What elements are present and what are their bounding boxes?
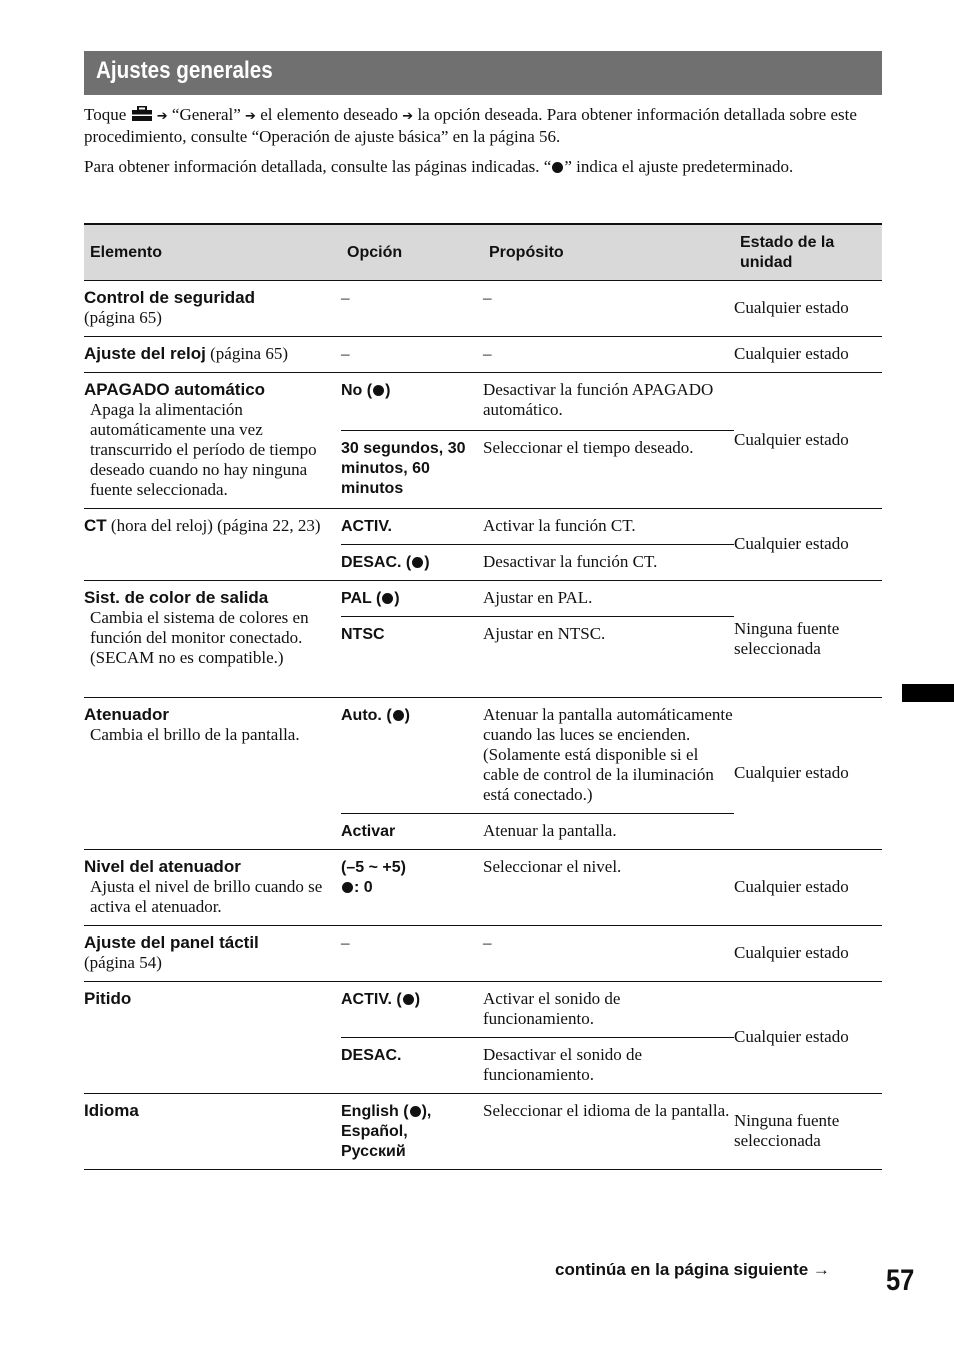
- toolbox-icon: [131, 106, 153, 122]
- option-label: ): [414, 991, 421, 1008]
- intro-text: “General”: [171, 105, 241, 124]
- element-cell: [84, 581, 341, 698]
- purpose-cell: Ajustar en PAL.: [483, 581, 734, 617]
- purpose-cell: Seleccionar el nivel.: [483, 850, 734, 926]
- section-edge-tab: [902, 684, 954, 702]
- element-description: Cambia el brillo de la pantalla.: [90, 725, 300, 744]
- option-cell: [341, 617, 483, 698]
- table-row: [84, 581, 882, 617]
- state-cell: Cualquier estado: [734, 698, 882, 850]
- element-cell: [84, 850, 341, 926]
- header-state: Estado de la unidad: [734, 224, 882, 281]
- option-cell: –: [341, 926, 483, 982]
- element-description: Cambia el sistema de colores en función del monitor conectado.: [90, 608, 309, 647]
- section-title: Ajustes generales: [96, 57, 273, 84]
- option-cell: [341, 698, 483, 814]
- arrow-right-icon: ➔: [245, 109, 256, 124]
- option-label: Русский: [341, 1143, 406, 1160]
- table-row: [84, 373, 882, 431]
- intro-text: ” indica el ajuste predeterminado.: [564, 157, 794, 176]
- option-cell: [341, 430, 483, 508]
- option-label: ): [424, 554, 430, 571]
- state-cell: Cualquier estado: [734, 373, 882, 509]
- purpose-cell: Ajustar en NTSC.: [483, 617, 734, 698]
- page-number: 57: [886, 1264, 915, 1297]
- element-cell: [84, 281, 341, 337]
- default-dot-icon: [410, 1106, 421, 1117]
- intro-text: Toque: [84, 105, 127, 124]
- option-label: PAL (: [341, 590, 382, 607]
- element-name: Control de seguridad: [84, 288, 255, 307]
- intro-paragraph-2: [84, 157, 884, 177]
- element-page-ref: (página 54): [84, 953, 162, 972]
- element-name: CT: [84, 516, 107, 535]
- header-option: Opción: [341, 224, 483, 281]
- element-name: Idioma: [84, 1101, 139, 1120]
- option-label: ACTIV.: [341, 518, 392, 535]
- header-element: Elemento: [84, 224, 341, 281]
- element-name: Ajuste del panel táctil: [84, 933, 259, 952]
- table-row: [84, 982, 882, 1038]
- purpose-cell: Seleccionar el idioma de la pantalla.: [483, 1094, 734, 1170]
- element-cell: [84, 926, 341, 982]
- element-page-ref: (hora del reloj) (página 22, 23): [110, 516, 321, 535]
- element-cell: [84, 698, 341, 850]
- state-cell: Ninguna fuente seleccionada: [734, 1094, 882, 1170]
- settings-table: [84, 223, 882, 1170]
- option-cell: [341, 545, 483, 581]
- option-cell: [341, 509, 483, 545]
- element-page-ref: (página 65): [210, 344, 289, 363]
- state-cell: Ninguna fuente seleccionada: [734, 581, 882, 698]
- option-label: NTSC: [341, 626, 385, 643]
- option-label: 30 segundos, 30 minutos, 60 minutos: [341, 439, 466, 497]
- option-label: English (: [341, 1103, 409, 1120]
- element-name: Nivel del atenuador: [84, 857, 241, 876]
- arrow-right-icon: ➔: [156, 109, 168, 124]
- purpose-cell: –: [483, 337, 734, 373]
- element-page-ref: (página 65): [84, 308, 162, 327]
- element-name: Ajuste del reloj: [84, 344, 206, 363]
- option-label: DESAC.: [341, 1047, 402, 1064]
- intro-text: la opción deseada. Para obtener información detallada sobre este procedimiento, consulte “Operación de ajuste básica” en la página 56.: [84, 105, 857, 146]
- element-description: Apaga la alimentación automáticamente una vez transcurrido el período de tiempo deseado cuando no hay ninguna fuente seleccionada.: [90, 400, 317, 499]
- element-name: Sist. de color de salida: [84, 588, 269, 607]
- state-cell: Cualquier estado: [734, 982, 882, 1094]
- option-cell: [341, 373, 483, 431]
- element-name: Pitido: [84, 989, 132, 1008]
- element-cell: [84, 373, 341, 509]
- purpose-cell: Seleccionar el tiempo deseado.: [483, 430, 734, 508]
- option-label: : 0: [354, 879, 373, 896]
- purpose-cell: –: [483, 281, 734, 337]
- element-description: Ajusta el nivel de brillo cuando se activa el atenuador.: [90, 877, 323, 916]
- option-label: No (: [341, 382, 373, 399]
- element-cell: [84, 1094, 341, 1170]
- default-dot-icon: [552, 162, 563, 173]
- intro-text: el elemento deseado: [260, 105, 399, 124]
- option-label: Activar: [341, 823, 396, 840]
- intro-paragraph-1: [84, 105, 884, 147]
- element-cell: [84, 337, 341, 373]
- table-header-row: [84, 224, 882, 281]
- table-row: [84, 850, 882, 926]
- option-cell: [341, 1094, 483, 1170]
- option-cell: [341, 1038, 483, 1094]
- state-cell: Cualquier estado: [734, 850, 882, 926]
- option-label: ): [394, 590, 400, 607]
- state-cell: Cualquier estado: [734, 926, 882, 982]
- purpose-cell: Activar el sonido de funcionamiento.: [483, 982, 734, 1038]
- state-cell: Cualquier estado: [734, 509, 882, 581]
- option-cell: [341, 581, 483, 617]
- element-cell: [84, 982, 341, 1094]
- purpose-cell: –: [483, 926, 734, 982]
- default-dot-icon: [393, 710, 404, 721]
- purpose-cell: Desactivar el sonido de funcionamiento.: [483, 1038, 734, 1094]
- default-dot-icon: [373, 385, 384, 396]
- purpose-cell: Activar la función CT.: [483, 509, 734, 545]
- state-cell: Cualquier estado: [734, 337, 882, 373]
- option-cell: [341, 850, 483, 926]
- table-row: [84, 281, 882, 337]
- element-cell: [84, 509, 341, 581]
- section-title-bar: [84, 51, 882, 95]
- continue-note: continúa en la página siguiente →: [555, 1260, 830, 1279]
- table-row: [84, 337, 882, 373]
- option-label: ): [385, 382, 391, 399]
- option-cell: –: [341, 281, 483, 337]
- option-cell: [341, 814, 483, 850]
- option-label: Español,: [341, 1123, 408, 1140]
- element-name: APAGADO automático: [84, 380, 266, 399]
- option-cell: –: [341, 337, 483, 373]
- table-row: [84, 698, 882, 814]
- header-purpose: Propósito: [483, 224, 734, 281]
- option-cell: [341, 982, 483, 1038]
- option-label: ),: [421, 1103, 432, 1120]
- option-label: ACTIV. (: [341, 991, 402, 1008]
- state-cell: Cualquier estado: [734, 281, 882, 337]
- purpose-cell: Atenuar la pantalla automáticamente cuando las luces se encienden. (Solamente está disponible si el cable de control de la iluminación está conectado.): [483, 698, 734, 814]
- table-row: [84, 1094, 882, 1170]
- default-dot-icon: [342, 882, 353, 893]
- option-label: ): [404, 707, 410, 724]
- default-dot-icon: [412, 557, 423, 568]
- intro-text: Para obtener información detallada, consulte las páginas indicadas. “: [84, 157, 552, 176]
- table-row: [84, 509, 882, 545]
- option-label: (–5 ~ +5): [341, 859, 406, 876]
- default-dot-icon: [382, 593, 393, 604]
- option-label: DESAC. (: [341, 554, 412, 571]
- purpose-cell: Desactivar la función CT.: [483, 545, 734, 581]
- option-label: Auto. (: [341, 707, 392, 724]
- element-note: (SECAM no es compatible.): [90, 648, 284, 667]
- default-dot-icon: [403, 994, 414, 1005]
- element-name: Atenuador: [84, 705, 169, 724]
- purpose-cell: Atenuar la pantalla.: [483, 814, 734, 850]
- arrow-right-icon: ➔: [402, 109, 414, 124]
- table-row: [84, 926, 882, 982]
- purpose-cell: Desactivar la función APAGADO automático.: [483, 373, 734, 431]
